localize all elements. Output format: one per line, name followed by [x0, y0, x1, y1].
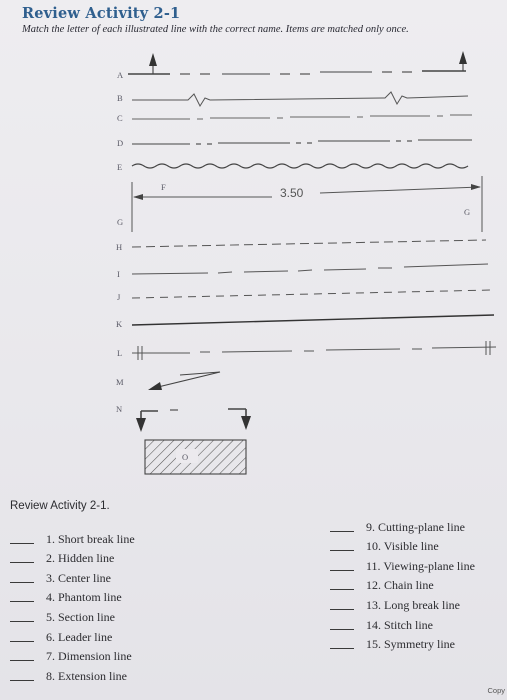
letter-i: I: [117, 269, 120, 279]
copyright-notice: Copy: [487, 686, 505, 695]
answer-blank[interactable]: [330, 629, 354, 630]
letter-b: B: [117, 93, 123, 103]
answer-blank[interactable]: [330, 609, 354, 610]
letter-e: E: [117, 162, 123, 172]
answer-label: 2. Hidden line: [46, 551, 115, 566]
answer-blank[interactable]: [10, 582, 34, 583]
letter-l: L: [117, 348, 123, 358]
answer-blank[interactable]: [330, 531, 354, 532]
line-j: [132, 290, 492, 298]
line-c: [132, 115, 472, 119]
line-e: [132, 164, 468, 168]
letter-k: K: [116, 319, 123, 329]
answer-item: [330, 515, 475, 535]
answer-item: [10, 566, 135, 586]
letter-c: C: [117, 113, 123, 123]
letter-h: H: [116, 242, 123, 252]
line-l: [132, 341, 496, 360]
answer-blank[interactable]: [10, 660, 34, 661]
answer-label: 13. Long break line: [366, 597, 460, 612]
dimension-value: 3.50: [280, 186, 304, 200]
answer-item: [10, 547, 135, 567]
answer-blank[interactable]: [330, 570, 354, 571]
line-i: [132, 264, 488, 274]
answer-section-heading: Review Activity 2-1.: [10, 500, 110, 512]
answer-label: 6. Leader line: [46, 629, 113, 644]
letter-d: D: [117, 138, 124, 148]
letter-m: M: [116, 377, 124, 387]
line-h: [132, 240, 486, 247]
answer-item: [330, 574, 475, 594]
answer-blank[interactable]: [10, 621, 34, 622]
answer-list-right: [330, 515, 475, 652]
letter-f: F: [161, 182, 166, 192]
answer-item: [330, 535, 475, 555]
answer-label: 15. Symmetry line: [366, 637, 455, 652]
letter-a: A: [117, 70, 124, 80]
answer-blank[interactable]: [10, 543, 34, 544]
dimension-line-right: [320, 187, 480, 193]
answer-label: 12. Chain line: [366, 578, 434, 593]
answer-label: 3. Center line: [46, 570, 111, 585]
answer-item: [10, 645, 135, 665]
answer-blank[interactable]: [10, 641, 34, 642]
answer-label: 14. Stitch line: [366, 617, 433, 632]
line-n-right-arrow: [241, 416, 251, 430]
letter-g: G: [117, 217, 124, 227]
letter-n: N: [116, 404, 123, 414]
dimension-arrow-right: [471, 184, 481, 190]
line-d: [132, 140, 472, 144]
answer-label: 4. Phantom line: [46, 590, 122, 605]
answer-item: [10, 527, 135, 547]
instructions-text: Match the letter of each illustrated line with the correct name. Items are matched only once.: [22, 24, 409, 35]
answer-item: [10, 586, 135, 606]
answer-label: 10. Visible line: [366, 539, 439, 554]
dimension-arrow-left: [133, 194, 143, 200]
answer-blank[interactable]: [330, 648, 354, 649]
answer-item: [10, 625, 135, 645]
answer-blank[interactable]: [330, 550, 354, 551]
answer-blank[interactable]: [10, 680, 34, 681]
answer-blank[interactable]: [10, 562, 34, 563]
answer-label: 9. Cutting-plane line: [366, 519, 465, 534]
answer-item: [10, 664, 135, 684]
answer-item: [330, 633, 475, 653]
line-n-left-arrow: [136, 418, 146, 432]
answer-item: [330, 613, 475, 633]
answer-item: [330, 554, 475, 574]
answer-blank[interactable]: [10, 601, 34, 602]
answer-item: [330, 593, 475, 613]
line-a-right-arrow: [459, 51, 467, 64]
answer-item: [10, 605, 135, 625]
answer-label: 7. Dimension line: [46, 649, 132, 664]
answer-label: 5. Section line: [46, 609, 115, 624]
line-k: [132, 315, 494, 325]
answer-label: 11. Viewing-plane line: [366, 558, 475, 573]
line-m-arrow: [148, 382, 162, 390]
dimension-group: [132, 176, 482, 232]
answer-list-left: [10, 527, 135, 684]
line-a: [128, 61, 466, 74]
line-a-left-arrow: [149, 53, 157, 66]
answer-label: 1. Short break line: [46, 531, 135, 546]
letter-j: J: [117, 292, 121, 302]
page-title: Review Activity 2-1: [22, 5, 181, 22]
dimension-label-g: G: [464, 207, 471, 217]
answer-blank[interactable]: [330, 589, 354, 590]
answer-label: 8. Extension line: [46, 668, 127, 683]
letter-o: O: [182, 452, 189, 462]
line-n: [141, 409, 246, 422]
line-b: [132, 92, 468, 106]
